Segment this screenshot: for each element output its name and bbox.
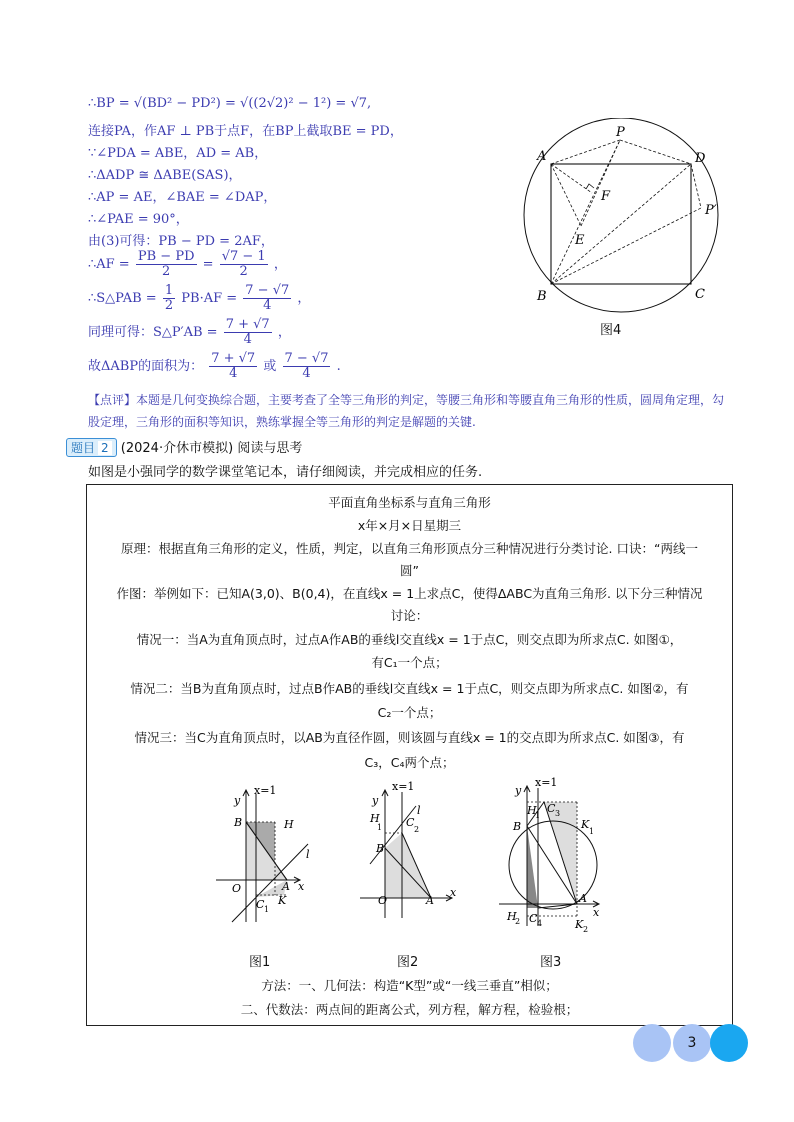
fig3-label-h2: H: [507, 910, 517, 923]
fig1-label-c-sub: 1: [264, 905, 270, 914]
page-dot-left: [633, 1024, 671, 1062]
fig3-label-h2-sub: 2: [515, 917, 521, 926]
s-fraction-1: [163, 284, 175, 313]
question-title: 阅读与思考: [237, 441, 303, 456]
solution-line-6: ∴∠PAE = 90°，: [88, 212, 189, 227]
fig4-line-bp2: [551, 208, 701, 284]
notebook-heading: 平面直角坐标系与直角三角形: [328, 495, 491, 510]
fig2-label-x: x: [450, 886, 457, 899]
af-prefix: ∴AF =: [88, 257, 130, 272]
fig2-label-x1: x=1: [392, 780, 415, 793]
notebook-method-1: 方法：一、几何法：构造“K型”或“一线三垂直”相似；: [261, 978, 558, 993]
fig3-label-h: H: [527, 804, 537, 817]
figure-1: [212, 782, 322, 932]
fig3-line-c4a: [538, 904, 577, 908]
fin-fraction-1: [209, 352, 257, 381]
fig2-label-h-sub: 1: [377, 823, 383, 832]
s-f2-den: 4: [263, 298, 272, 313]
solution-line-7: 由(3)可得：PB − PD = 2AF，: [88, 234, 274, 249]
fig2-label-c-sub: 2: [414, 825, 420, 834]
fig3-label-y: y: [515, 784, 522, 797]
fig3-label-x1: x=1: [535, 776, 558, 789]
comment-block: [88, 389, 728, 433]
s2-prefix: 同理可得：S△P′AB =: [88, 325, 218, 340]
question-intro: 如图是小强同学的数学课堂笔记本，请仔细阅读，并完成相应的任务.: [88, 465, 483, 480]
fig4-label-a: A: [537, 149, 547, 164]
fig4-label-p: P: [616, 125, 625, 140]
s-f2-num: 7 − √7: [245, 283, 290, 298]
fig4-line-bp: [551, 140, 620, 284]
page-dot-right: [710, 1024, 748, 1062]
af-f2-num: √7 − 1: [221, 249, 266, 264]
notebook-case3-1: 情况三：当C为直角顶点时，以AB为直径作圆，则该圆与直线x = 1的交点即为所求点C. 如图③，有: [134, 730, 685, 745]
notebook-principle-2: 圆”: [400, 563, 419, 578]
fig4-label-p2: P′: [705, 203, 717, 218]
fig4-label-c: C: [695, 287, 705, 302]
fig3-label-k1-sub: 1: [589, 827, 595, 836]
notebook-principle-1: 原理：根据直角三角形的定义，性质，判定，以直角三角形顶点分三种情况进行分类讨论. 口诀：“两线一: [121, 541, 698, 556]
af-f2-den: 2: [239, 264, 248, 279]
af-eq: =: [202, 257, 214, 272]
fig3-label-b: B: [513, 820, 522, 833]
fig1-label-b: B: [234, 816, 243, 829]
fig3-label-c4-sub: 4: [537, 919, 543, 928]
fig3-label-x: x: [593, 906, 600, 919]
question-source: (2024·介休市模拟): [120, 441, 234, 456]
notebook-construct-1: 作图：举例如下：已知A(3,0)、B(0,4)，在直线x = 1上求点C，使得ΔABC为直角三角形. 以下分三种情况: [116, 586, 703, 601]
fig4-line-bd: [551, 164, 691, 284]
question-badge-label: 题目: [71, 441, 96, 455]
solution-line-4: ∴ΔADP ≅ ΔABE(SAS)，: [88, 168, 242, 183]
fig4-label-f: F: [601, 189, 611, 204]
notebook-case2-2: C₂一个点；: [377, 705, 442, 720]
solution-af-line: [88, 250, 287, 279]
fig4-line-ae: [551, 164, 581, 226]
fig4-label-d: D: [695, 151, 706, 166]
page-number: 3: [673, 1024, 711, 1062]
fin-or: 或: [263, 359, 277, 374]
fig4-line-pd: [620, 140, 691, 164]
fin-f2-num: 7 − √7: [284, 351, 329, 366]
fig1-label-c: C: [256, 898, 265, 911]
solution-s-line: [88, 284, 310, 313]
page-indicator: [633, 1024, 748, 1062]
notebook-construct-2: 讨论：: [390, 608, 429, 623]
s-suffix: ，: [297, 291, 311, 306]
fig4-label-b: B: [537, 289, 547, 304]
s-mid: PB·AF =: [181, 291, 238, 306]
notebook-case1-2: 有C₁一个点；: [371, 655, 448, 670]
fig1-label-y: y: [234, 794, 241, 807]
figure-4: [515, 118, 745, 318]
af-fraction-1: [136, 250, 197, 279]
fig2-label-o: O: [378, 894, 388, 907]
s2-suffix: ，: [277, 325, 291, 340]
fig3-label-c3-sub: 3: [555, 809, 561, 818]
question-badge: [66, 438, 117, 457]
fig2-label-b: B: [376, 842, 385, 855]
fig2-shaded: [385, 833, 431, 898]
fig3-label-k2-sub: 2: [583, 925, 589, 934]
figure-1-caption: 图1: [249, 955, 271, 970]
figure-4-caption: 图4: [600, 323, 622, 338]
fig1-label-l: l: [306, 848, 310, 861]
notebook-case2-1: 情况二：当B为直角顶点时，过点B作AB的垂线l交直线x = 1于点C，则交点即为所求点C. 如图②，有: [130, 681, 689, 696]
fig2-label-a: A: [426, 894, 434, 907]
solution-final-line: [88, 352, 341, 381]
fig4-right-angle: [586, 184, 594, 189]
fig3-label-a: A: [579, 892, 587, 905]
fig4-label-e: E: [575, 233, 585, 248]
fig2-label-y: y: [372, 794, 379, 807]
fig2-label-c: C: [406, 816, 415, 829]
fin-f2-den: 4: [302, 366, 311, 381]
fig3-label-h-sub: 1: [535, 811, 541, 820]
fig2-label-l: l: [417, 804, 421, 817]
figure-3-caption: 图3: [540, 955, 562, 970]
s2-f-num: 7 + √7: [225, 317, 270, 332]
fig2-label-h: H: [370, 812, 380, 825]
solution-line-1: ∴BP = √(BD² − PD²) = √((2√2)² − 1²) = √7,: [88, 96, 372, 111]
fig3-shaded-left: [527, 826, 538, 908]
figure-3: [495, 776, 610, 936]
figure-2: [356, 778, 466, 928]
fig1-label-h: H: [284, 818, 294, 831]
fig3-label-k1: K: [581, 818, 590, 831]
comment-text: 本题是几何变换综合题，主要考查了全等三角形的判定，等腰三角形和等腰直角三角形的性质，圆周角定理，勾股定理，三角形的面积等知识，熟练掌握全等三角形的判定是解题的关键.: [88, 393, 725, 429]
solution-line-2: 连接PA，作AF ⊥ PB于点F，在BP上截取BE = PD，: [88, 124, 403, 139]
s2-f-den: 4: [243, 332, 252, 347]
fig1-label-x1: x=1: [254, 784, 277, 797]
fig1-label-a: A: [282, 880, 290, 893]
s2-fraction: [224, 318, 272, 347]
s-prefix: ∴S△PAB =: [88, 291, 157, 306]
fig4-line-ep: [581, 140, 620, 226]
solution-line-3: ∵∠PDA = ABE，AD = AB，: [88, 146, 268, 161]
fig3-label-c4: C: [529, 912, 538, 925]
s-f1-den: 2: [164, 298, 174, 313]
notebook-box: [86, 484, 733, 1026]
solution-s2-line: [88, 318, 291, 347]
fig1-label-x: x: [298, 880, 305, 893]
fin-suffix: .: [336, 359, 341, 374]
af-f1-num: PB − PD: [137, 249, 195, 264]
notebook-method-2: 二、代数法：两点间的距离公式，列方程，解方程，检验根；: [240, 1002, 579, 1017]
fig1-label-k: K: [278, 894, 287, 907]
fin-f1-den: 4: [229, 366, 238, 381]
af-fraction-2: [220, 250, 268, 279]
fig3-label-c3: C: [547, 802, 556, 815]
fin-fraction-2: [283, 352, 331, 381]
fig4-line-ap: [551, 140, 620, 164]
solution-line-5: ∴AP = AE，∠BAE = ∠DAP，: [88, 190, 277, 205]
figure-2-caption: 图2: [397, 955, 419, 970]
question-badge-number: 2: [98, 441, 112, 455]
notebook-case1-1: 情况一：当A为直角顶点时，过点A作AB的垂线l交直线x = 1于点C，则交点即为所求点C. 如图①，: [136, 632, 683, 647]
af-suffix: ，: [273, 257, 287, 272]
s-fraction-2: [243, 284, 291, 313]
fin-prefix: 故ΔABP的面积为：: [88, 359, 204, 374]
notebook-case3-2: C₃，C₄两个点；: [364, 755, 455, 770]
fig3-label-k2: K: [575, 918, 584, 931]
notebook-date: x年×月×日星期三: [357, 518, 462, 533]
fig1-label-o: O: [232, 882, 242, 895]
fig4-line-dp2: [691, 164, 701, 208]
fin-f1-num: 7 + √7: [211, 351, 256, 366]
s-f1-num: 1: [164, 283, 174, 298]
question-header: [66, 437, 302, 457]
comment-tag: 【点评】: [88, 393, 137, 407]
af-f1-den: 2: [162, 264, 171, 279]
